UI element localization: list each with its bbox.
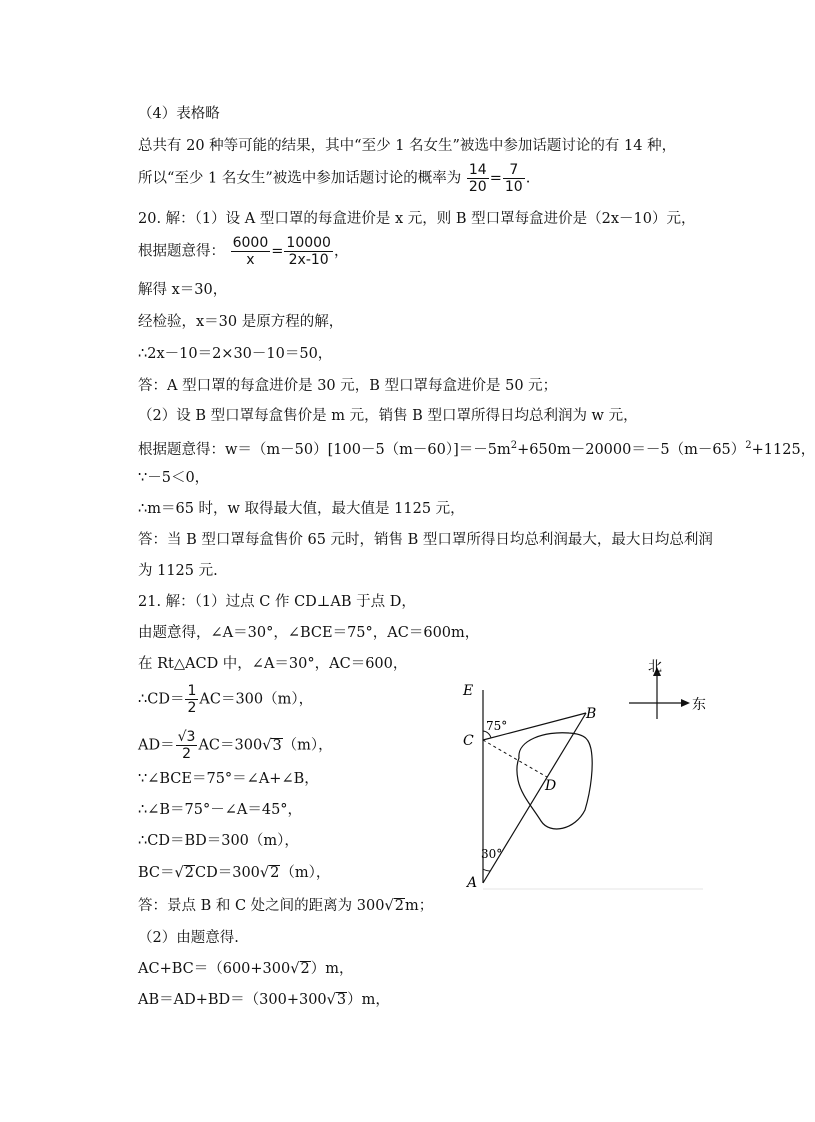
numerator: 14 <box>468 162 487 178</box>
line-q20-equation <box>138 235 348 268</box>
radicand: 2 <box>270 865 280 881</box>
line-angle-b: ∴∠B＝75°－∠A＝45°， <box>138 802 303 818</box>
line-q21-part2: （2）由题意得. <box>138 930 239 946</box>
text: +650m－20000＝－5（m－65） <box>517 441 746 458</box>
exponent: 2 <box>510 440 518 451</box>
text: CD＝300 <box>195 865 260 881</box>
fraction-sqrt3-2 <box>176 729 198 762</box>
fraction-14-20 <box>467 162 489 195</box>
denominator: 2 <box>182 746 191 762</box>
denominator: 20 <box>468 179 487 195</box>
line-check: 经检验，x＝30 是原方程的解， <box>138 314 344 330</box>
numerator: 7 <box>503 162 525 179</box>
line-ab: AB＝AD+BD＝（300+300√3）m， <box>138 992 390 1008</box>
period: . <box>525 170 531 187</box>
line-part4: （4）表格略 <box>138 106 220 122</box>
line-given: 由题意得，∠A＝30°，∠BCE＝75°，AC＝600m， <box>138 625 480 641</box>
line-cd <box>483 740 547 777</box>
text: （m）， <box>280 865 331 881</box>
label-north: 北 <box>648 659 662 675</box>
line-max-value: ∴m＝65 时，w 取得最大值，最大值是 1125 元， <box>138 501 465 517</box>
denominator: 10 <box>504 179 523 195</box>
line-ad: AD＝ $\frac{√3}{2}$ AC＝300√3（m）， <box>138 729 333 762</box>
text: AD＝ <box>138 737 175 754</box>
numerator: 10000 <box>286 235 331 251</box>
radicand: 3 <box>336 992 347 1008</box>
text: ）m， <box>310 961 354 977</box>
line-solve-x: 解得 x＝30， <box>138 282 228 298</box>
radicand: 2 <box>300 961 310 977</box>
denominator: 2x-10 <box>288 252 329 268</box>
numerator: 1 <box>187 683 197 699</box>
text: AC＝300（m）， <box>199 691 314 708</box>
line-right-triangle: 在 Rt△ACD 中，∠A＝30°，AC＝600， <box>138 656 408 672</box>
text: 所以“至少 1 名女生”被选中参加话题讨论的概率为 <box>138 170 462 187</box>
label-angle-30: 30° <box>481 847 503 861</box>
numerator: 6000 <box>232 235 269 251</box>
label-a: A <box>467 875 478 891</box>
text: 根据题意得： <box>138 243 225 260</box>
line-profit-equation <box>138 437 815 459</box>
line-q20-part2: （2）设 B 型口罩每盒售价是 m 元，销售 B 型口罩所得日均总利润为 w 元， <box>138 408 638 424</box>
label-d: D <box>545 778 557 794</box>
line-ac-bc: AC+BC＝（600+300√2）m， <box>138 961 354 977</box>
text: （m）， <box>282 737 333 754</box>
line-q20-setup: 20. 解：（1）设 A 型口罩的每盒进价是 x 元，则 B 型口罩每盒进价是（2x－10）元， <box>138 211 696 227</box>
fraction-7-10 <box>503 162 525 195</box>
line-angle-bce: ∵∠BCE＝75°＝∠A+∠B， <box>138 771 319 787</box>
line-answer-2: 答：当 B 型口罩每盒售价 65 元时，销售 B 型口罩所得日均总利润最大，最大日均总利润 <box>138 532 713 548</box>
line-bc: BC＝√2CD＝300√2（m）， <box>138 865 331 881</box>
line-cd-bd: ∴CD＝BD＝300（m）， <box>138 833 299 849</box>
line-total-outcomes: 总共有 20 种等可能的结果，其中“至少 1 名女生”被选中参加话题讨论的有 14 种， <box>138 138 677 154</box>
line-b-price: ∴2x－10＝2×30－10＝50， <box>138 346 333 362</box>
denominator: 2 <box>187 700 197 716</box>
fraction-6000-x <box>231 235 271 268</box>
label-c: C <box>463 733 474 749</box>
exponent: 2 <box>745 440 752 451</box>
text: 答：景点 B 和 C 处之间的距离为 300 <box>138 898 385 914</box>
line-cd <box>138 683 313 716</box>
denominator: x <box>246 252 255 268</box>
radicand: 3 <box>272 737 282 754</box>
label-b: B <box>586 706 597 722</box>
text: AC+BC＝（600+300 <box>138 961 291 977</box>
equals: = <box>489 170 502 187</box>
label-east: 东 <box>692 697 706 713</box>
radicand: 2 <box>184 865 195 881</box>
text: BC＝ <box>138 865 175 881</box>
line-probability <box>138 162 530 195</box>
line-answer-3: 答：景点 B 和 C 处之间的距离为 300√2m； <box>138 898 434 914</box>
compass <box>622 655 712 725</box>
line-answer-1: 答：A 型口罩的每盒进价是 30 元，B 型口罩每盒进价是 50 元； <box>138 378 558 394</box>
text: 根据题意得：w＝（m－50）[100－5（m－60）]＝－5m <box>138 441 511 458</box>
label-e: E <box>463 683 474 699</box>
fraction-10000-2x-10 <box>284 235 333 268</box>
numerator: √3 <box>177 729 196 745</box>
angle-arc-a <box>483 869 490 871</box>
equals: = <box>271 243 284 260</box>
text: ∴CD＝ <box>138 691 185 708</box>
text: +1125， <box>751 441 815 458</box>
text: AB＝AD+BD＝（300+300 <box>138 992 327 1008</box>
fraction-1-2 <box>185 683 198 716</box>
east-arrow-icon <box>681 699 690 707</box>
line-answer-2-cont: 为 1125 元. <box>138 563 218 579</box>
line-q21-setup: 21. 解：（1）过点 C 作 CD⊥AB 于点 D， <box>138 594 416 610</box>
text: ）m， <box>347 992 390 1008</box>
comma: ， <box>333 243 349 260</box>
label-angle-75: 75° <box>486 719 508 733</box>
text: AC＝300 <box>198 737 263 754</box>
text: m； <box>404 898 434 914</box>
radicand: 2 <box>394 898 404 914</box>
line-coefficient: ∵－5＜0， <box>138 470 210 486</box>
